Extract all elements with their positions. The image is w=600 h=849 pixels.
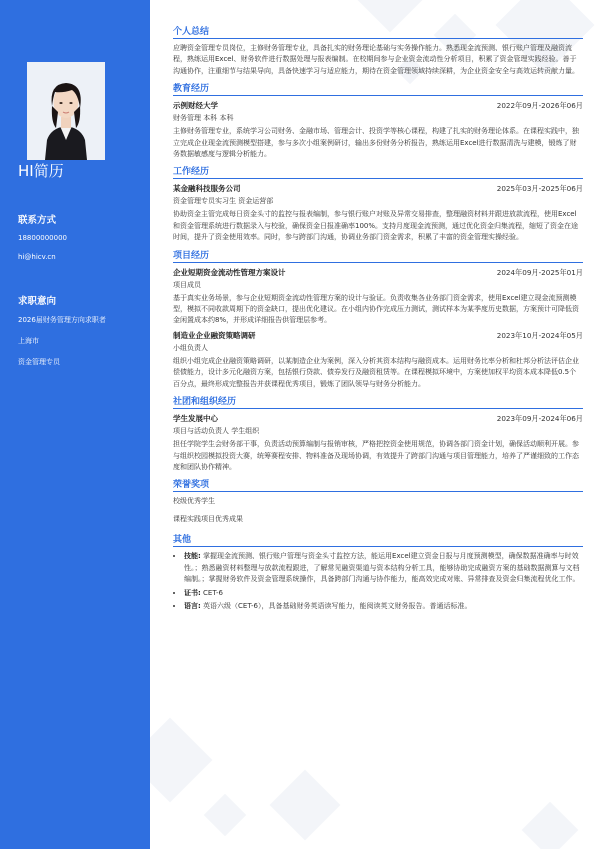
entry-header [173, 183, 583, 194]
list-item [184, 601, 583, 612]
entry-org: 某金融科技服务公司 [173, 184, 241, 194]
main-content [150, 0, 600, 849]
honors-section [173, 477, 583, 524]
section-title: 个人总结 [173, 24, 583, 39]
item-label: 语言: [184, 601, 201, 610]
list-item [184, 551, 583, 585]
intent-item: 上海市 [18, 337, 39, 345]
section-title: 荣誉奖项 [173, 477, 583, 492]
entry-role: 小组负责人 [173, 343, 208, 352]
entry-date: 2022年09月-2026年06月 [496, 101, 583, 111]
others-section [173, 532, 583, 612]
entry-desc: 组织小组完成企业融资策略调研，以某制造企业为案例，深入分析其资本结构与融资成本。运用财务比率分析和杜邦分析法评估企业偿债能力，设计多元化融资方案，包括银行贷款、债券发行及融资租赁等。在课程模拟环境中，方案使加权平均资本成本降低0.5个百分点，最终形成完整报告并获课程优秀项目，锻炼了团队领导与财务分析能力。 [173, 356, 579, 388]
entry-role: 财务管理 本科 本科 [173, 114, 234, 123]
resume-body [173, 24, 583, 616]
intent-item: 资金管理专员 [18, 358, 60, 366]
portrait-image [27, 62, 105, 160]
section-title: 社团和组织经历 [173, 394, 583, 409]
brand-name: HI简历 [18, 162, 64, 180]
item-label: 证书: [184, 588, 201, 597]
entry-date: 2023年09月-2024年06月 [496, 414, 583, 424]
entry-org: 制造业企业融资策略调研 [173, 330, 256, 340]
section-title: 项目经历 [173, 248, 583, 263]
entry-role: 项目成员 [173, 280, 201, 289]
honor-item: 校级优秀学生 [173, 497, 215, 506]
entry-date: 2025年03月-2025年06月 [496, 184, 583, 194]
contact-title: 联系方式 [18, 215, 57, 226]
item-label: 技能: [184, 552, 201, 561]
intent-title: 求职意向 [18, 296, 57, 307]
intent-item: 2026届财务管理方向求职者 [18, 316, 106, 324]
entry-role: 资金管理专员实习生 资金运营部 [173, 197, 274, 206]
entry-date: 2024年09月-2025年01月 [496, 267, 583, 277]
projects-section [173, 248, 583, 390]
honor-item: 课程实践项目优秀成果 [173, 515, 243, 524]
email-address: hi@hicv.cn [18, 253, 56, 261]
others-list [173, 551, 583, 612]
entry-desc: 主修财务管理专业，系统学习公司财务、金融市场、管理会计、投资学等核心课程，构建了扎实的财务理论体系。在课程实践中，独立完成企业现金流预测模型搭建，参与多次小组案例研讨，输出多份财务分析报告，熟练运用Excel进行数据清洗与建模，锻炼了财务数据敏感度与逻辑分析能力。 [173, 127, 579, 159]
profile-photo [27, 62, 105, 160]
entry-header [173, 267, 583, 278]
phone-number: 18800000000 [18, 234, 67, 242]
list-item [184, 588, 583, 599]
activities-section [173, 394, 583, 473]
entry-desc: 协助资金主管完成每日资金头寸的监控与报表编制，参与银行账户对账及异常交易排查，整理融资材料并跟进放款流程，使用Excel和资金管理系统进行数据录入与校验，确保资金日报准确率100%。支持月度现金流预测，通过优化资金归集流程，缩短了资金在途时间，提升了资金使用效率。同时，参与跨部门沟通，协调业务部门资金需求，积累了丰富的资金管理实操经验。 [173, 210, 579, 242]
contact-section [18, 212, 67, 272]
entry-header [173, 413, 583, 424]
section-title: 工作经历 [173, 164, 583, 179]
entry-org: 示例财经大学 [173, 101, 218, 111]
section-title: 其他 [173, 532, 583, 547]
summary-text: 应聘资金管理专员岗位，主修财务管理专业，具备扎实的财务理论基础与实务操作能力。熟悉现金流预测、银行账户管理及融资流程，熟练运用Excel、财务软件进行数据处理与报表编制。在校期间参与企业资金流动性分析项目，积累了资金管理实践经验。善于沟通协作，注重细节与结果导向，具备快速学习与适应能力，期待在资金管理领域持续深耕，为企业资金安全与高效运转贡献力量。 [173, 44, 579, 75]
entry-header [173, 330, 583, 341]
section-title: 教育经历 [173, 81, 583, 96]
sidebar [0, 0, 150, 849]
education-section [173, 81, 583, 160]
entry-header [173, 100, 583, 111]
entry-date: 2023年10月-2024年05月 [496, 330, 583, 340]
work-section [173, 164, 583, 243]
intent-section [18, 293, 106, 378]
item-text: 英语六级（CET-6），具备基础财务英语读写能力，能阅读英文财务报告。普通话标准。 [203, 601, 472, 610]
entry-desc: 基于真实业务场景，参与企业短期资金流动性管理方案的设计与验证。负责收集各业务部门资金需求，使用Excel建立现金流预测模型，模拟不同收款周期下的资金缺口，提出优化建议。在小组内协作完成压力测试，测试样本为某季度历史数据，方案预计可降低资金闲置成本约8%，并形成详细报告供管理层参考。 [173, 293, 579, 325]
item-text: 掌握现金流预测、银行账户管理与资金头寸监控方法，能运用Excel建立资金日报与月度预测模型，确保数据准确率与时效性。；熟悉融资材料整理与放款流程跟进，了解常见融资渠道与资本结构分析工具，能够协助完成融资方案的基础数据测算与文档编制。；掌握财务软件及资金管理系统操作，具备跨部门沟通与协作能力，能高效完成对账、异常排查及资金归集流程优化工作。 [184, 552, 580, 584]
entry-org: 学生发展中心 [173, 414, 218, 424]
entry-desc: 担任学院学生会财务部干事，负责活动预算编制与报销审核，严格把控资金使用规范，协调各部门资金计划，确保活动顺利开展。参与组织校园模拟投资大赛，统筹赛程安排、物料准备及现场协调，有效提升了跨部门沟通与项目管理能力，培养了严谨细致的工作态度和团队协作精神。 [173, 440, 579, 471]
entry-org: 企业短期资金流动性管理方案设计 [173, 267, 286, 277]
summary-section [173, 24, 583, 77]
entry-role: 项目与活动负责人 学生组织 [173, 427, 260, 436]
item-text: CET-6 [203, 588, 223, 597]
